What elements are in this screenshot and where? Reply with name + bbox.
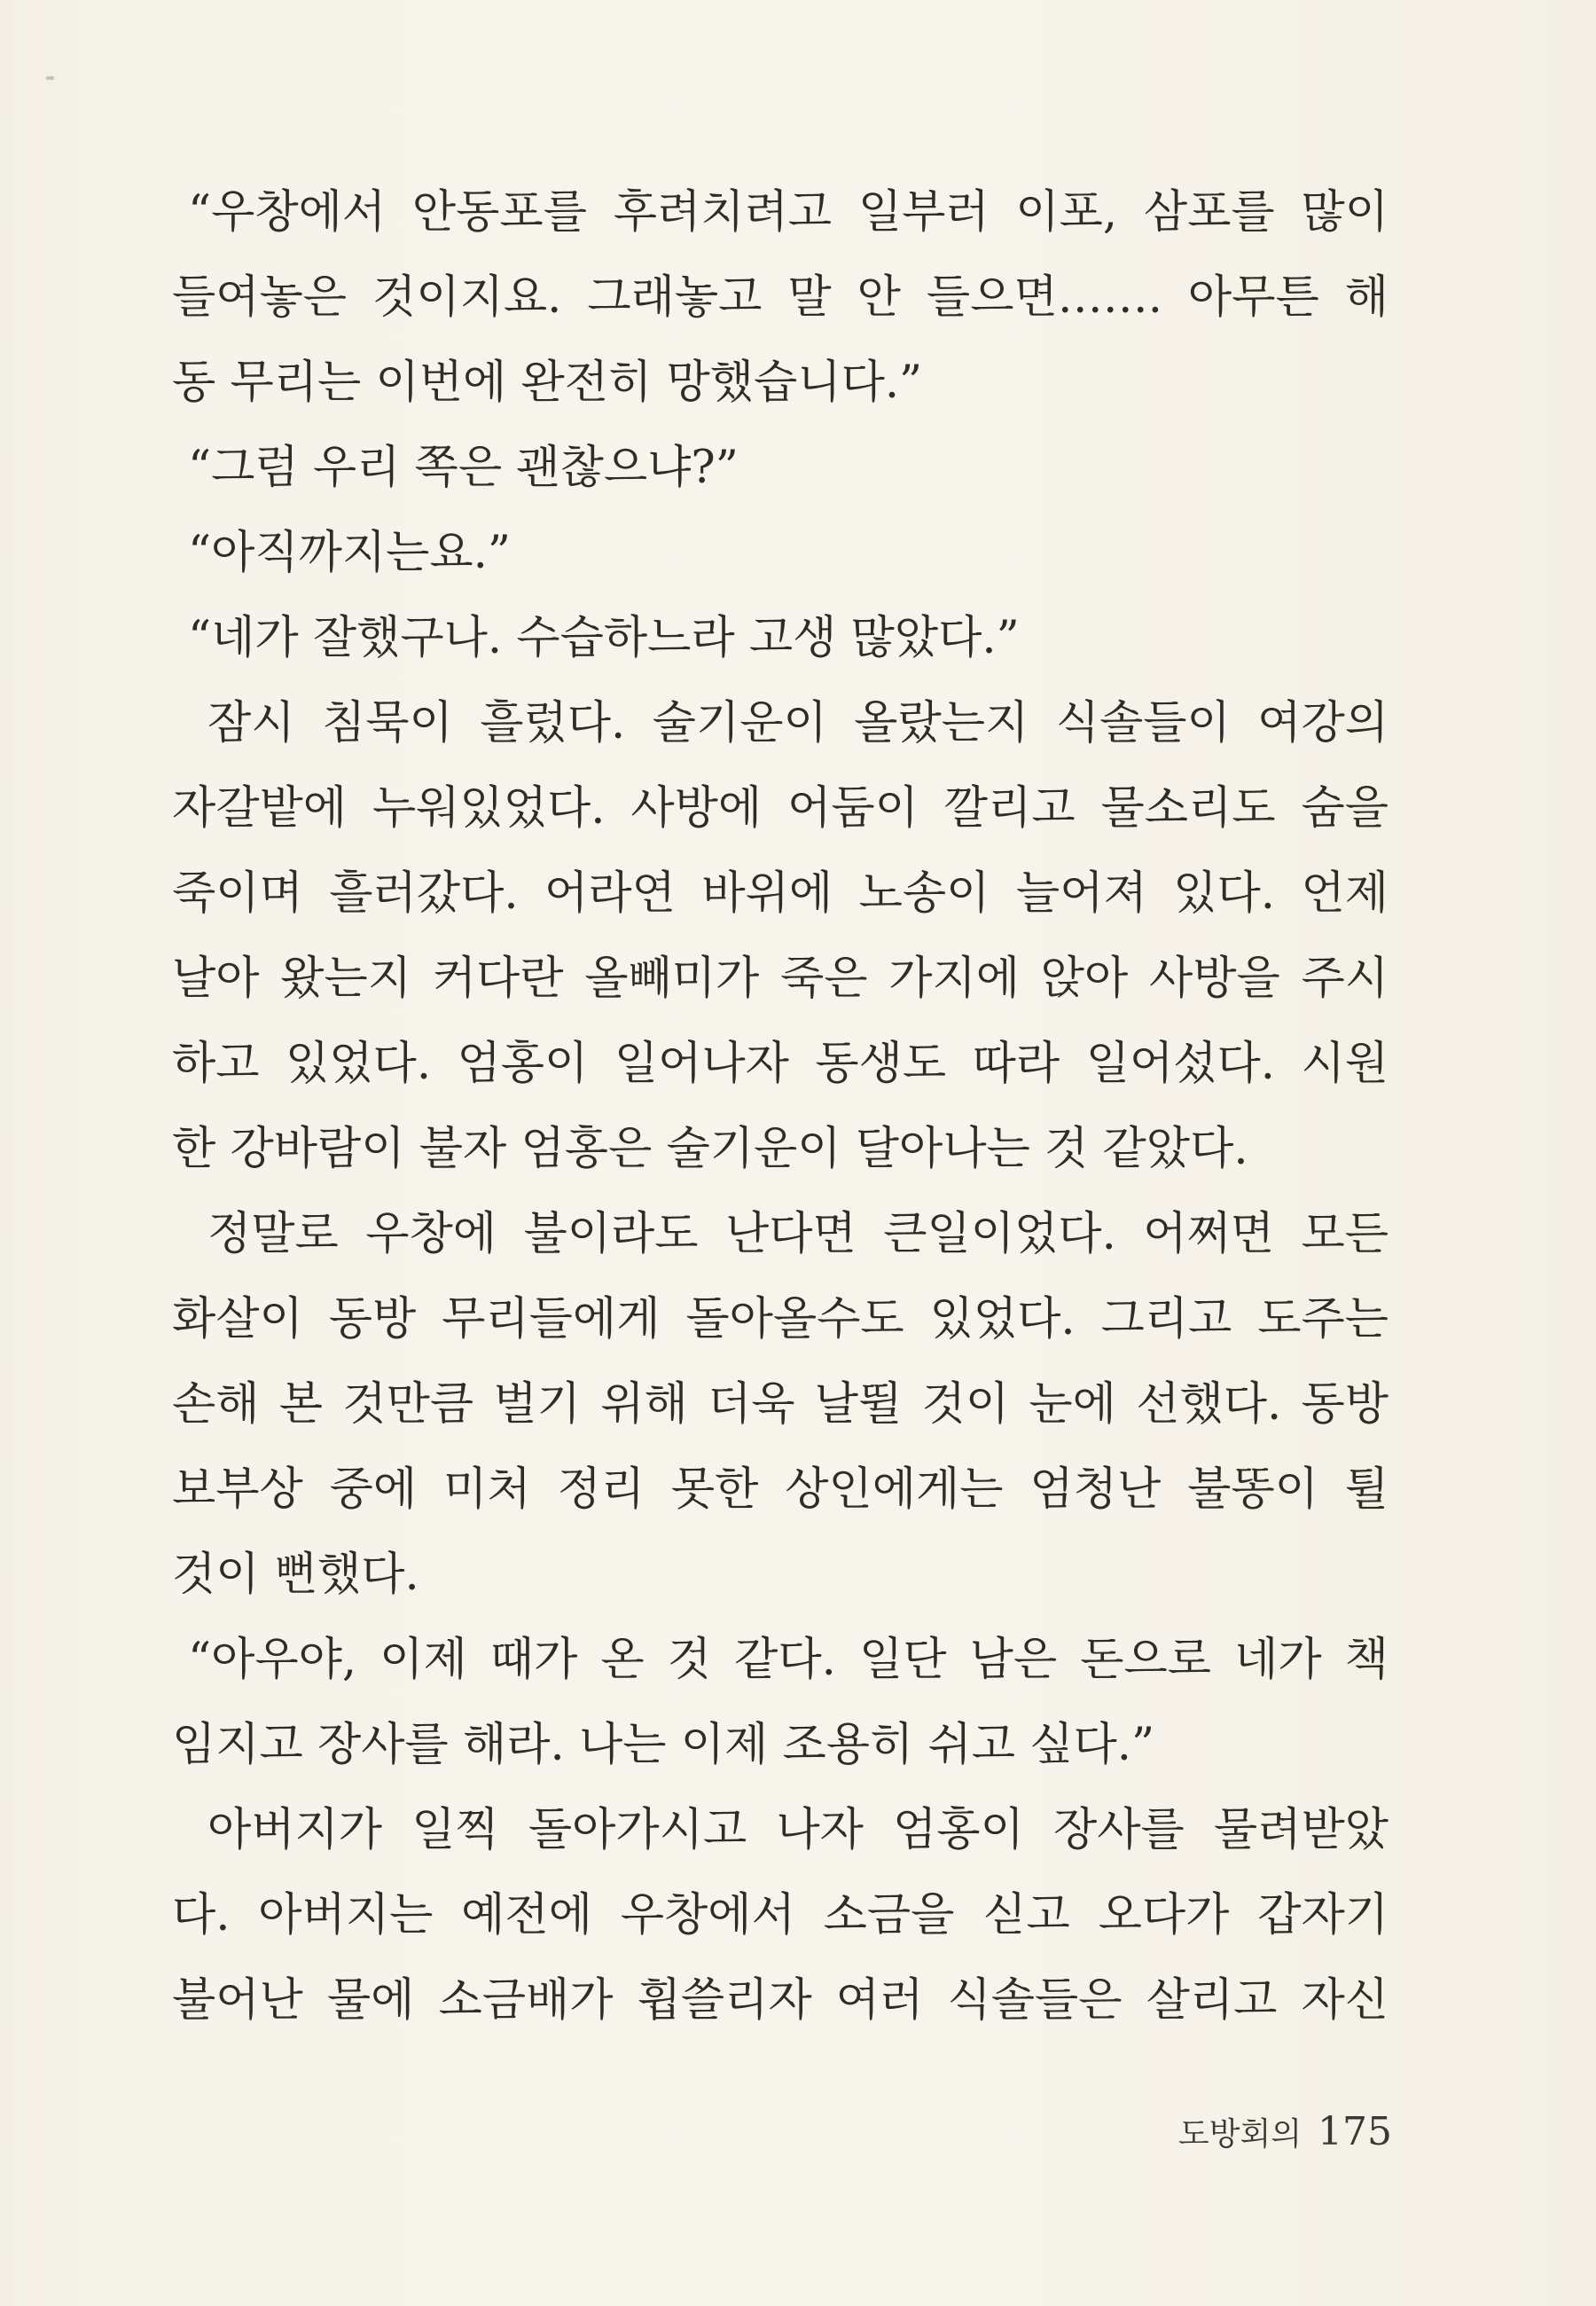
paper-speck <box>46 76 54 80</box>
text-line: 동 무리는 이번에 완전히 망했습니다.” <box>172 357 923 409</box>
page-footer <box>1162 2109 1392 2162</box>
text-line: 들여놓은 것이지요. 그래놓고 말 안 들으면……. 아무튼 해 <box>172 271 1389 324</box>
text-line: “그럼 우리 쪽은 괜찮으냐?” <box>188 442 739 494</box>
text-line: “아우야, 이제 때가 온 것 같다. 일단 남은 돈으로 네가 책 <box>188 1634 1389 1686</box>
body-text <box>172 170 1389 2043</box>
text-line: “우창에서 안동포를 후려치려고 일부러 이포, 삼포를 많이 <box>188 186 1389 239</box>
text-line: 임지고 장사를 해라. 나는 이제 조용히 쉬고 싶다.” <box>172 1719 1155 1771</box>
text-line: “아직까지는요.” <box>188 527 511 579</box>
text-line: 정말로 우창에 불이라도 난다면 큰일이었다. 어쩌면 모든 <box>207 1208 1389 1260</box>
text-line: 다. 아버지는 예전에 우창에서 소금을 싣고 오다가 갑자기 <box>172 1889 1389 1941</box>
text-line: 죽이며 흘러갔다. 어라연 바위에 노송이 늘어져 있다. 언제 <box>172 867 1389 920</box>
text-line: 보부상 중에 미처 정리 못한 상인에게는 엄청난 불똥이 튈 <box>172 1463 1389 1516</box>
text-line: “네가 잘했구나. 수습하느라 고생 많았다.” <box>188 612 1020 664</box>
text-line: 한 강바람이 불자 엄홍은 술기운이 달아나는 것 같았다. <box>172 1123 1248 1175</box>
text-line: 불어난 물에 소금배가 휩쓸리자 여러 식솔들은 살리고 자신 <box>172 1974 1389 2027</box>
text-line: 것이 뻔했다. <box>172 1549 419 1601</box>
text-line: 화살이 동방 무리들에게 돌아올수도 있었다. 그리고 도주는 <box>172 1293 1389 1345</box>
page-number: 175 <box>1318 2109 1392 2154</box>
running-title: 도방회의 <box>1177 2116 1303 2153</box>
text-line: 자갈밭에 누워있었다. 사방에 어둠이 깔리고 물소리도 숨을 <box>172 782 1389 835</box>
text-line: 날아 왔는지 커다란 올빼미가 죽은 가지에 앉아 사방을 주시 <box>172 953 1389 1005</box>
text-line: 아버지가 일찍 돌아가시고 나자 엄홍이 장사를 물려받았 <box>207 1804 1389 1856</box>
text-line: 잠시 침묵이 흘렀다. 술기운이 올랐는지 식솔들이 여강의 <box>207 697 1389 749</box>
text-line: 손해 본 것만큼 벌기 위해 더욱 날뛸 것이 눈에 선했다. 동방 <box>172 1378 1389 1431</box>
text-line: 하고 있었다. 엄홍이 일어나자 동생도 따라 일어섰다. 시원 <box>172 1038 1389 1090</box>
